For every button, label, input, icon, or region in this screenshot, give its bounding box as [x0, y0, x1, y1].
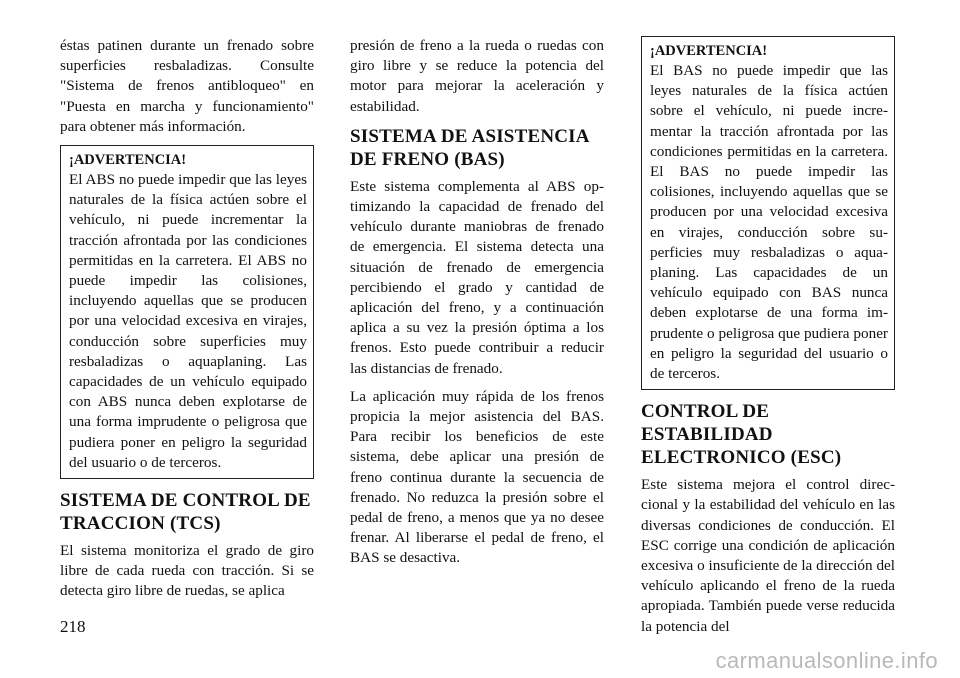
- column-left: [60, 36, 314, 610]
- column-right: [641, 36, 895, 645]
- abs-warning-title: ¡ADVERTENCIA!: [69, 152, 187, 169]
- abs-warning-box: [60, 145, 314, 479]
- bas-warning-box: [641, 36, 895, 390]
- watermark: carmanualsonline.info: [715, 648, 938, 673]
- page-number: 218: [60, 617, 86, 636]
- esc-heading: CONTROL DE ESTABILIDAD ELECTRONICO (ESC): [641, 401, 842, 469]
- column-middle: [350, 36, 604, 577]
- bas-heading: SISTEMA DE ASISTENCIA DE FRENO (BAS): [350, 125, 589, 170]
- intro-paragraph: éstas patinen durante un frenado sobre superficies resbaladizas. Consulte "Sistema de frenos antibloqueo" en "Puesta en marcha y funcionamiento" para obtener más información.: [60, 37, 314, 135]
- bas-warning-body: El BAS no puede impedir que las leyes naturales de la física actúen sobre el vehículo, ni puede incrementar la tracción afrontada por las condiciones permitidas en la carretera. El BAS no puede impedir las colisiones, incluyendo aquellas que se producen por una velocidad excesiva en virajes, conducción sobre superficies muy resbaladizas o aquaplaning. Las capacidades de un vehículo equipado con BAS nunca deben explotarse de una forma imprudente o peligrosa que pudiera poner en peligro la seguridad del usuario o de terceros.: [650, 62, 888, 383]
- tcs-paragraph: El sistema monitoriza el grado de giro libre de cada rueda con tracción. Si se detecta giro libre de ruedas, se aplica: [60, 542, 314, 600]
- tcs-heading: SISTEMA DE CONTROL DE TRACCION (TCS): [60, 490, 311, 535]
- bas-paragraph-1: Este sistema complementa al ABS optimizando la capacidad de frenado del vehículo durante maniobras de frenado de emergencia. El sistema detecta una situación de frenado de emergencia percibiendo el grado y cantidad de aplicación del freno, y a continuación aplica a su vez la presión óptima a los frenos. Esto puede contribuir a reducir las distancias de frenado.: [350, 177, 604, 377]
- bas-paragraph-2: La aplicación muy rápida de los frenos propicia la mejor asistencia del BAS. Para recibir los beneficios de este sistema, debe aplicar una presión de freno continua durante la secuencia de frenado. No reduzca la presión sobre el pedal de freno, a menos que ya no desee frenar. Al liberarse el pedal de freno, el BAS se desactiva.: [350, 387, 604, 567]
- bas-warning-title: ¡ADVERTENCIA!: [650, 43, 768, 59]
- esc-paragraph: Este sistema mejora el control direccional y la estabilidad del vehículo en las diversas condiciones de conducción. El ESC corrige una condición de aplicación excesiva o insuficiente de la dirección del vehículo aplicando el freno de la rueda apropiada. También puede verse reducida la potencia del: [641, 476, 895, 635]
- abs-warning-body: El ABS no puede impedir que las leyes naturales de la física actúen sobre el vehículo, ni puede incrementar la tracción afrontada por las condiciones permitidas en la carretera. El ABS no puede impedir las colisiones, incluyendo aquellas que se producen por una velocidad excesiva en virajes, conducción sobre superficies muy resbaladizas o aquaplaning. Las capacidades de un vehículo equipado con ABS nunca deben explotarse de una forma imprudente o peligrosa que pudiera poner en peligro la seguridad del usuario o de terceros.: [69, 171, 307, 471]
- tcs-continuation-paragraph: presión de freno a la rueda o ruedas con giro libre y se reduce la potencia del motor para mejorar la aceleración y estabilidad.: [350, 37, 604, 115]
